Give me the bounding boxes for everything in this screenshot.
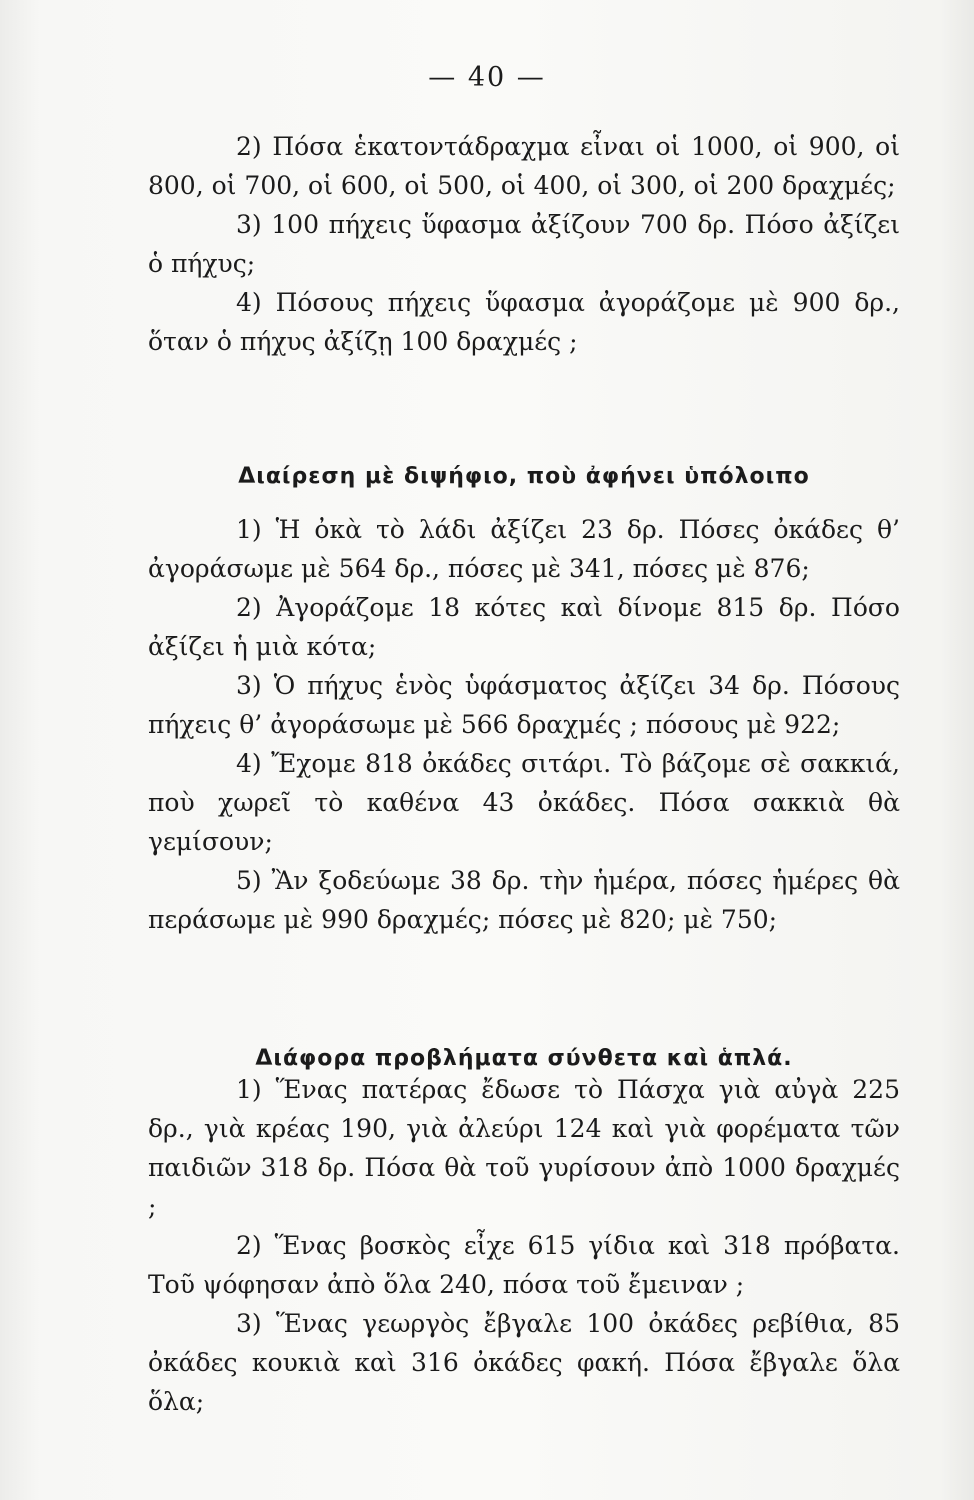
- exercise-paragraph: 2) Ἕνας βοσκὸς εἶχε 615 γίδια καὶ 318 πρόβατα. Τοῦ ψόφησαν ἀπὸ ὅλα 240, πόσα τοῦ ἔμειναν ;: [148, 1231, 900, 1299]
- exercise-paragraph: 4) Πόσους πήχεις ὕφασμα ἀγοράζομε μὲ 900 δρ., ὅταν ὁ πήχυς ἀξίζῃ 100 δραχμές ;: [148, 288, 900, 356]
- exercise-paragraph: 1) Ἕνας πατέρας ἔδωσε τὸ Πάσχα γιὰ αὐγὰ 225 δρ., γιὰ κρέας 190, γιὰ ἀλεύρι 124 καὶ γιὰ φορέματα τῶν παιδιῶν 318 δρ. Πόσα θὰ τοῦ γυρίσουν ἀπὸ 1000 δραχμές ;: [148, 1075, 900, 1221]
- section-heading-mixed-problems: Διάφορα προβλήματα σύνθετα καὶ ἁπλά.: [255, 1046, 793, 1071]
- exercise-paragraph: 3) Ἕνας γεωργὸς ἔβγαλε 100 ὀκάδες ρεβίθια, 85 ὀκάδες κουκιὰ καὶ 316 ὀκάδες φακή. Πόσα ἔβγαλε ὅλα ὅλα;: [148, 1309, 900, 1416]
- exercise-block-1: [148, 127, 900, 361]
- section-heading-division: Διαίρεση μὲ διψήφιο, ποὺ ἀφήνει ὑπόλοιπο: [238, 464, 810, 489]
- exercise-block-2: [148, 510, 900, 939]
- exercise-paragraph: 2) Πόσα ἑκατοντάδραχμα εἶναι οἱ 1000, οἱ 900, οἱ 800, οἱ 700, οἱ 600, οἱ 500, οἱ 400, οἱ 300, οἱ 200 δραχμές;: [148, 132, 900, 200]
- exercise-paragraph: 5) Ἂν ξοδεύωμε 38 δρ. τὴν ἡμέρα, πόσες ἡμέρες θὰ περάσωμε μὲ 990 δραχμές; πόσες μὲ 820; μὲ 750;: [148, 866, 900, 934]
- exercise-paragraph: 4) Ἔχομε 818 ὀκάδες σιτάρι. Τὸ βάζομε σὲ σακκιά, ποὺ χωρεῖ τὸ καθένα 43 ὀκάδες. Πόσα σακκιὰ θὰ γεμίσουν;: [148, 749, 900, 856]
- exercise-paragraph: 3) 100 πήχεις ὕφασμα ἀξίζουν 700 δρ. Πόσο ἀξίζει ὁ πήχυς;: [148, 210, 900, 278]
- page-number: — 40 —: [428, 62, 546, 93]
- exercise-paragraph: 3) Ὁ πήχυς ἑνὸς ὑφάσματος ἀξίζει 34 δρ. Πόσους πήχεις θ’ ἀγοράσωμε μὲ 566 δραχμές ; πόσους μὲ 922;: [148, 671, 900, 739]
- exercise-paragraph: 2) Ἀγοράζομε 18 κότες καὶ δίνομε 815 δρ. Πόσο ἀξίζει ἡ μιὰ κότα;: [148, 593, 900, 661]
- exercise-paragraph: 1) Ἡ ὀκὰ τὸ λάδι ἀξίζει 23 δρ. Πόσες ὀκάδες θ’ ἀγοράσωμε μὲ 564 δρ., πόσες μὲ 341, πόσες μὲ 876;: [148, 515, 900, 583]
- exercise-block-3: [148, 1070, 900, 1421]
